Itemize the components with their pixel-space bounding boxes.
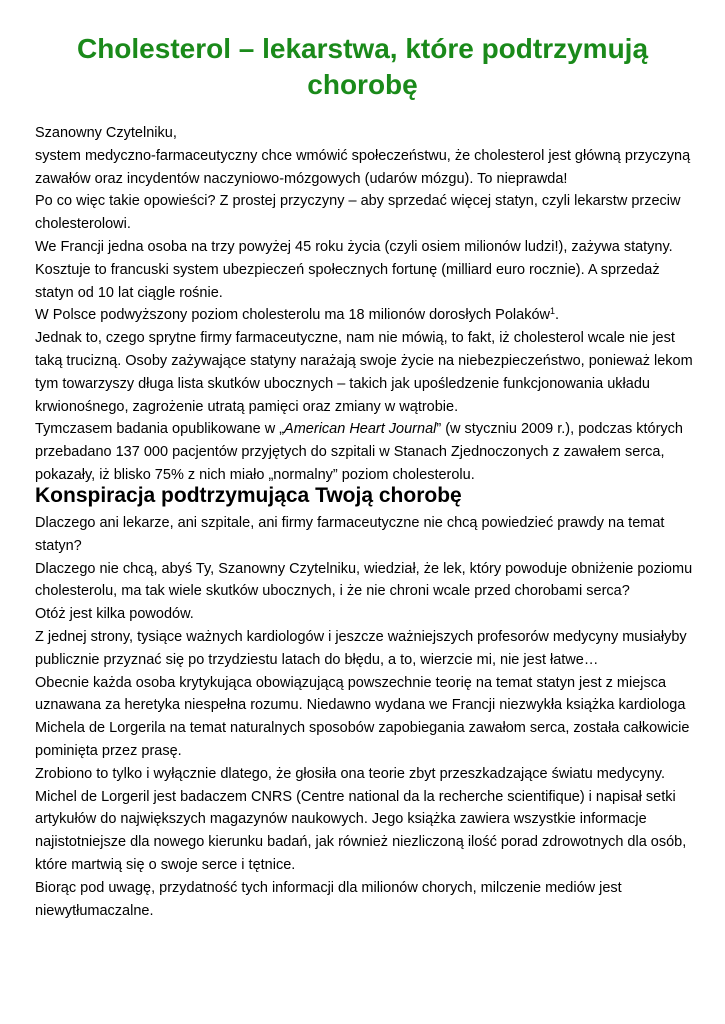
paragraph-claim: system medyczno-farmaceutyczny chce wmówić społeczeństwu, że cholesterol jest główną przyczyną zawałów oraz incydentów naczyniowo-mózgowych (udarów mózgu). To nieprawda! bbox=[35, 147, 691, 187]
document-title: Cholesterol – lekarstwa, które podtrzymują chorobę bbox=[76, 33, 649, 100]
poland-end: . bbox=[555, 307, 560, 324]
conspiracy-section bbox=[35, 512, 700, 922]
study-intro: Tymczasem badania opublikowane w „ bbox=[35, 421, 285, 438]
intro-section bbox=[35, 122, 700, 487]
paragraph-cardiologists: Z jednej strony, tysiące ważnych kardiologów i jeszcze ważniejszych profesorów medycyny musiałyby publicznie przyznać się po trzydziestu latach do błędu, a to, wierzcie mi, nie jest łatwe… bbox=[35, 628, 687, 668]
journal-name: American Heart Journal bbox=[284, 421, 437, 438]
poland-text: W Polsce podwyższony poziom cholesterolu ma 18 milionów dorosłych Polaków bbox=[35, 307, 550, 324]
paragraph-question-1: Dlaczego ani lekarze, ani szpitale, ani firmy farmaceutyczne nie chcą powiedzieć prawdy na temat statyn? bbox=[35, 515, 665, 554]
footnote-marker: 1 bbox=[549, 306, 555, 317]
paragraph-poland bbox=[35, 304, 700, 327]
paragraph-media-silence: Biorąc pod uwagę, przydatność tych informacji dla milionów chorych, milczenie mediów jest niewytłumaczalne. bbox=[35, 879, 622, 919]
paragraph-heretic: Obecnie każda osoba krytykująca obowiązującą powszechnie teorię na temat statyn jest z miejsca uznawana za heretyka niespełna rozumu. Niedawno wydana we Francji niezwykła książka kardiologa Michela de Lorgerila na temat naturalnych sposobów zapobiegania zawałom serca, została całkowicie pominięta przez prasę. bbox=[35, 674, 690, 759]
study-result: ” (w styczniu 2009 r.), podczas których przebadano 137 000 pacjentów przyjętych do szpitali w Stanach Zjednoczonych z zawałem serca, pokazały, iż blisko 75% z nich miało „normalny” poziom cholesterolu. bbox=[35, 421, 683, 483]
paragraph-danger: Jednak to, czego sprytne firmy farmaceutyczne, nam nie mówią, to fakt, iż cholesterol wcale nie jest taką trucizną. Osoby zażywające statyny narażają swoje życie na niebezpieczeństwo, ponieważ lekom tym towarzyszy długa lista skutków ubocznych – takich jak upośledzenie funkcjonowania układu krwionośnego, zagrożenie utratą pamięci oraz zmiany w wątrobie. bbox=[35, 330, 693, 415]
paragraph-greeting: Szanowny Czytelniku, bbox=[35, 125, 177, 141]
section-heading: Konspiracja podtrzymująca Twoją chorobę bbox=[35, 484, 462, 507]
paragraph-why: Po co więc takie opowieści? Z prostej przyczyny – aby sprzedać więcej statyn, czyli lekarstw przeciw cholesterolowi. bbox=[35, 193, 681, 233]
paragraph-reasons: Otóż jest kilka powodów. bbox=[35, 606, 194, 623]
paragraph-question-2: Dlaczego nie chcą, abyś Ty, Szanowny Czytelniku, wiedział, że lek, który powoduje obniżenie poziomu cholesterolu, ma tak wiele skutków ubocznych, i że nie chroni wcale przed chorobami serca? bbox=[35, 560, 693, 600]
paragraph-france: We Francji jedna osoba na trzy powyżej 45 roku życia (czyli osiem milionów ludzi!), zażywa statyny. Kosztuje to francuski system ubezpieczeń społecznych fortunę (milliard euro rocznie). A sprzedaż statyn od 10 lat ciągle rośnie. bbox=[35, 238, 673, 301]
paragraph-study bbox=[35, 418, 700, 486]
paragraph-lorgeril: Zrobiono to tylko i wyłącznie dlatego, że głosiła ona teorie zbyt przeszkadzające światu medycyny. Michel de Lorgeril jest badaczem CNRS (Centre national da la recherche scientifique) i napisał setki artykułów do największych magazynów naukowych. Jego książka zawiera wszystkie informacje najistotniejsze dla nowego kierunku badań, jak również niezliczoną ilość porad zdrowotnych dla osób, które martwią się o swoje serce i tętnice. bbox=[35, 765, 687, 873]
